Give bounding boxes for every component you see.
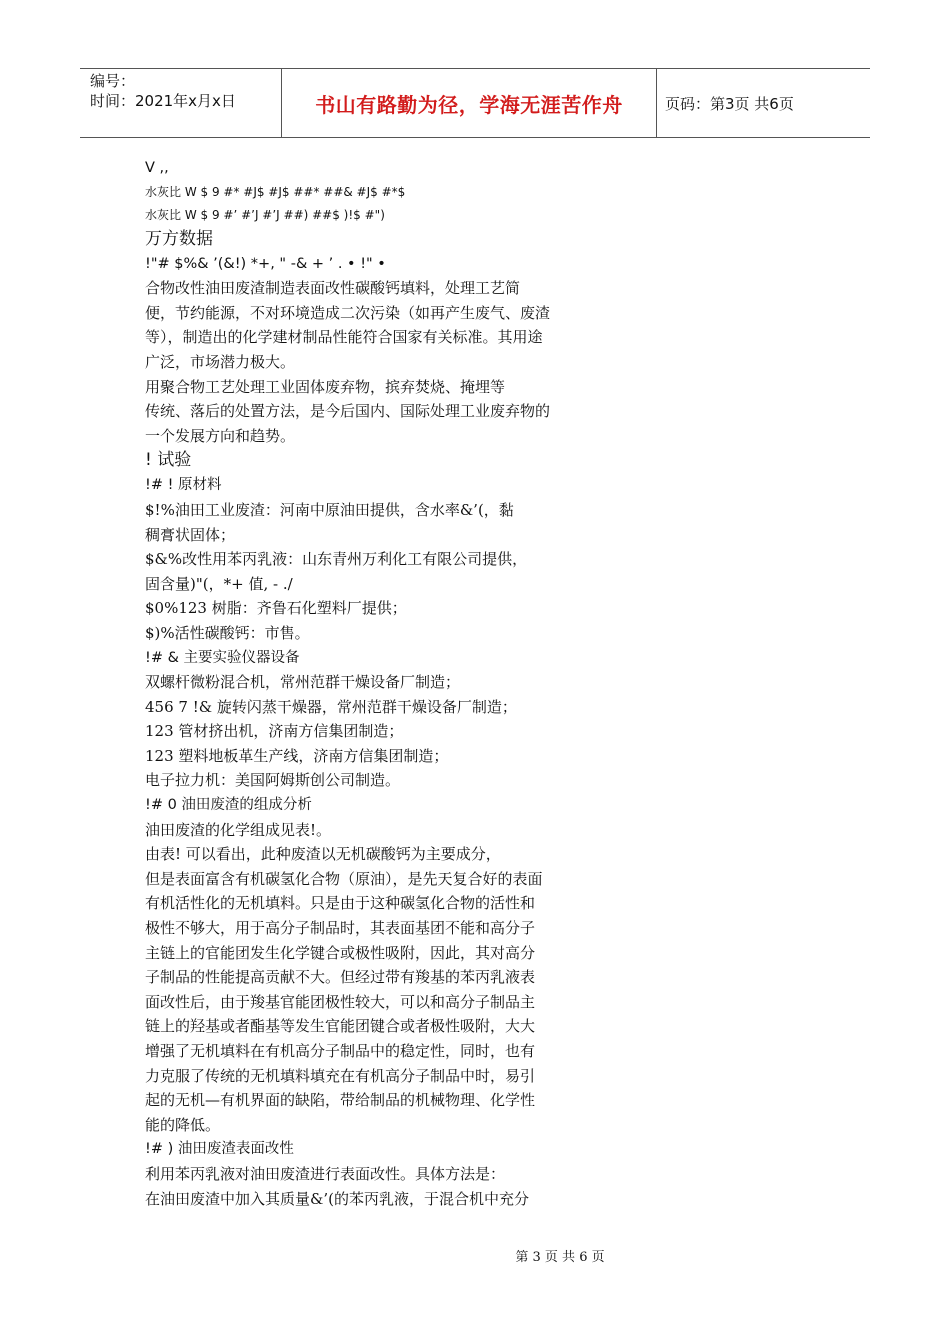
header-meta (80, 69, 280, 137)
header-time-label: 时间：2021年x月x日 (90, 92, 236, 110)
text-line: 双螺杆微粉混合机，常州范群干燥设备厂制造； (145, 673, 461, 692)
text-line: 极性不够大，用于高分子制品时，其表面基团不能和高分子 (145, 919, 536, 938)
text-line: 等），制造出的化学建材制品性能符合国家有关标准。其用途 (145, 328, 543, 347)
text-line: 增强了无机填料在有机高分子制品中的稳定性，同时，也有 (145, 1042, 536, 1060)
text-line: !# ) 油田废渣表面改性 (145, 1141, 294, 1158)
text-line: 能的降低。 (145, 1115, 221, 1134)
text-line: 传统、落后的处置方法，是今后国内、国际处理工业废弃物的 (145, 402, 551, 421)
text-line: 起的无机—有机界面的缺陷，带给制品的机械物理、化学性 (145, 1091, 536, 1110)
text-line: 电子拉力机：美国阿姆斯创公司制造。 (145, 771, 401, 790)
text-line: 一个发展方向和趋势。 (145, 426, 296, 445)
header-motto: 书山有路勤为径，学海无涯苦作舟 (315, 92, 623, 117)
text-line: 123 管材挤出机，济南方信集团制造； (145, 722, 404, 741)
text-line: !# & 主要实验仪器设备 (145, 649, 300, 666)
text-line: 利用苯丙乳液对油田废渣进行表面改性。具体方法是： (145, 1164, 506, 1183)
text-line: 链上的羟基或者酯基等发生官能团键合或者极性吸附，大大 (145, 1017, 536, 1036)
text-line: $&%改性用苯丙乳液：山东青州万利化工有限公司提供， (145, 550, 528, 569)
text-line: $)%活性碳酸钙：市售。 (145, 623, 310, 642)
page-header (80, 68, 870, 138)
header-page-info: 页码：第3页 共6页 (665, 94, 794, 113)
text-line: 在油田废渣中加入其质量&’(的苯丙乳液，于混合机中充分 (145, 1189, 529, 1208)
text-line: 便，节约能源，不对环境造成二次污染（如再产生废气、废渣 (145, 303, 551, 322)
text-line: 用聚合物工艺处理工业固体废弃物，摈弃焚烧、掩埋等 (145, 377, 506, 396)
text-line: 123 塑料地板革生产线，济南方信集团制造； (145, 746, 449, 765)
page-footer: 第 3 页 共 6 页 (515, 1250, 605, 1265)
header-number-label: 编号： (90, 72, 136, 90)
text-line: 子制品的性能提高贡献不大。但经过带有羧基的苯丙乳液表 (145, 968, 536, 987)
text-line: 广泛，市场潜力极大。 (145, 352, 296, 371)
text-line: 但是表面富含有机碳氢化合物（原油），是先天复合好的表面 (145, 869, 543, 888)
text-line: 水灰比 W $ 9 #* #J$ #J$ ##* ##& #J$ #*$ (145, 184, 406, 199)
text-line: !# 0 油田废渣的组成分析 (145, 797, 312, 814)
text-line: 万方数据 (145, 228, 213, 249)
document-body (145, 156, 615, 1211)
text-line: $0%123 树脂：齐鲁石化塑料厂提供； (145, 599, 407, 618)
text-line: 稠膏状固体； (145, 525, 236, 544)
text-line: ! 试验 (145, 450, 192, 471)
text-line: 由表! 可以看出，此种废渣以无机碳酸钙为主要成分， (145, 845, 501, 864)
text-line: 主链上的官能团发生化学键合或极性吸附，因此，其对高分 (145, 943, 536, 962)
text-line: 456 7 !& 旋转闪蒸干燥器，常州范群干燥设备厂制造； (145, 697, 517, 716)
text-line: 力克服了传统的无机填料填充在有机高分子制品中时，易引 (145, 1066, 536, 1085)
text-line: 面改性后，由于羧基官能团极性较大，可以和高分子制品主 (145, 992, 536, 1011)
text-line: 固含量)"(，*+ 值, - ./ (145, 574, 293, 593)
text-line: 水灰比 W $ 9 #’ #’J #’J ##) ##$ )!$ #") (145, 207, 385, 222)
text-line: 有机活性化的无机填料。只是由于这种碳氢化合物的活性和 (145, 894, 536, 913)
text-line: V ,, (145, 160, 169, 176)
text-line: !"# $%& ’(&!) *+, " -& + ’ . • !" • (145, 255, 386, 272)
text-line: $!%油田工业废渣：河南中原油田提供，含水率&’(，黏 (145, 500, 514, 519)
text-line: !# ! 原材料 (145, 477, 222, 494)
text-line: 合物改性油田废渣制造表面改性碳酸钙填料，处理工艺简 (145, 279, 521, 298)
text-line: 油田废渣的化学组成见表!。 (145, 820, 332, 839)
